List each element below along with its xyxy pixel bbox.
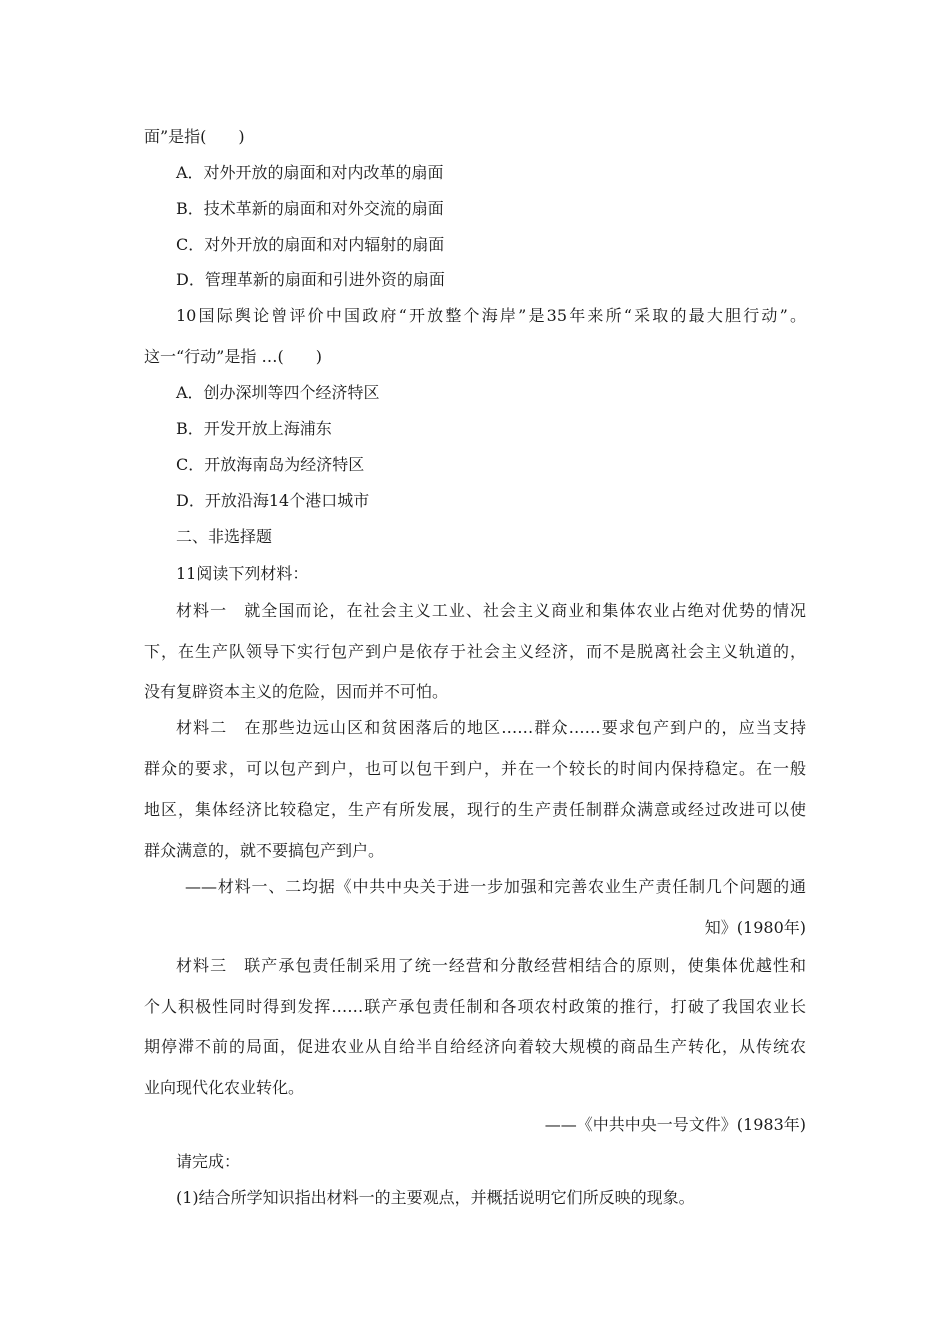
source-line-2: 知》(1980年)	[704, 918, 806, 937]
q9-option-b: B．技术革新的扇面和对外交流的扇面	[176, 199, 444, 218]
material1-line-1: 材料一 就全国而论，在社会主义工业、社会主义商业和集体农业占绝对优势的情况	[176, 601, 806, 620]
material3-line-3: 期停滞不前的局面，促进农业从自给半自给经济向着较大规模的商品生产转化，从传统农	[144, 1037, 806, 1056]
material2-line-4: 群众满意的，就不要搞包产到户。	[144, 841, 385, 860]
q11-intro: 11阅读下列材料：	[176, 564, 309, 583]
material2-line-2: 群众的要求，可以包产到户，也可以包干到户，并在一个较长的时间内保持稳定。在一般	[144, 759, 806, 778]
material3-line-4: 业向现代化农业转化。	[144, 1078, 305, 1097]
source-material3: ——《中共中央一号文件》(1983年)	[544, 1115, 806, 1134]
source-line-1: ——材料一、二均据《中共中央关于进一步加强和完善农业生产责任制几个问题的通	[185, 877, 806, 896]
material1-line-2: 下，在生产队领导下实行包产到户是依存于社会主义经济，而不是脱离社会主义轨道的，	[144, 642, 806, 661]
q11-subquestion-1: (1)结合所学知识指出材料一的主要观点，并概括说明它们所反映的现象。	[176, 1188, 695, 1207]
q10-option-a: A．创办深圳等四个经济特区	[176, 383, 380, 402]
q9-option-a: A．对外开放的扇面和对内改革的扇面	[176, 163, 444, 182]
q10-stem-line-1: 10国际舆论曾评价中国政府“开放整个海岸”是35年来所“采取的最大胆行动”。	[176, 306, 806, 325]
material3-line-2: 个人积极性同时得到发挥……联产承包责任制和各项农村政策的推行，打破了我国农业长	[144, 997, 806, 1016]
material2-line-1: 材料二 在那些边远山区和贫困落后的地区……群众……要求包产到户的，应当支持	[176, 718, 806, 737]
section-heading: 二、非选择题	[176, 527, 273, 546]
q9-option-d: D．管理革新的扇面和引进外资的扇面	[176, 270, 445, 289]
q10-option-d: D．开放沿海14个港口城市	[176, 491, 370, 510]
material3-line-1: 材料三 联产承包责任制采用了统一经营和分散经营相结合的原则，使集体优越性和	[176, 956, 806, 975]
q9-option-c: C．对外开放的扇面和对内辐射的扇面	[176, 235, 445, 254]
q10-option-c: C．开放海南岛为经济特区	[176, 455, 365, 474]
material2-line-3: 地区，集体经济比较稳定，生产有所发展，现行的生产责任制群众满意或经过改进可以使	[144, 800, 806, 819]
q10-option-b: B．开发开放上海浦东	[176, 419, 332, 438]
material1-line-3: 没有复辟资本主义的危险，因而并不可怕。	[144, 682, 449, 701]
q9-stem-end: 面”是指( )	[144, 127, 245, 146]
q10-stem-line-2: 这一“行动”是指 …( )	[144, 347, 322, 366]
q11-prompt: 请完成：	[176, 1152, 241, 1171]
